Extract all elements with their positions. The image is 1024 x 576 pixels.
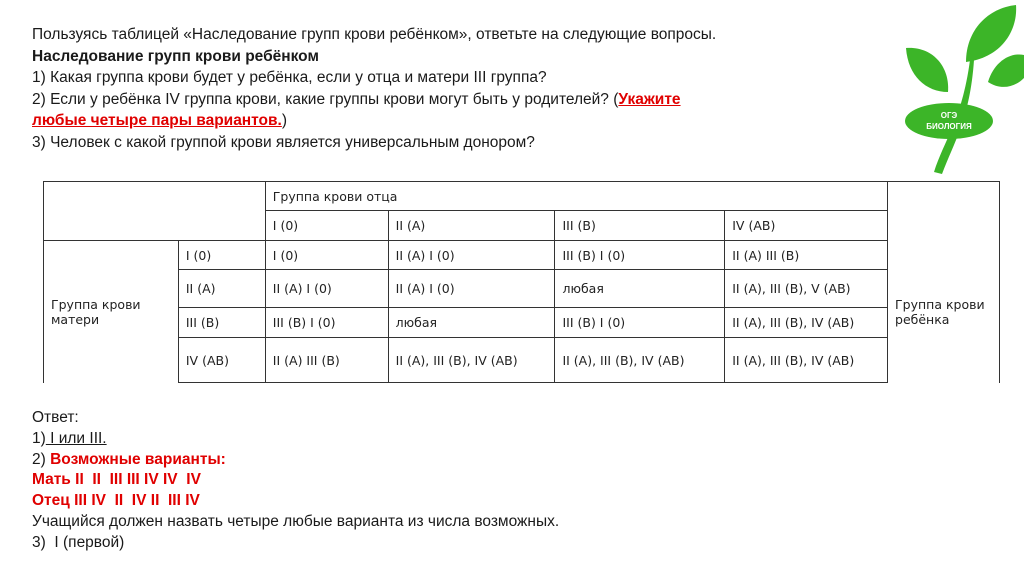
table-cell: II (A), III (B), IV (AB) xyxy=(388,338,555,383)
table-cell: III (B) I (0) xyxy=(555,241,725,270)
q2-highlight-a: Укажите xyxy=(618,90,681,108)
logo-text-biology: БИОЛОГИЯ xyxy=(926,122,972,131)
intro-text: Пользуясь таблицей «Наследование групп крови ребёнком», ответьте на следующие вопросы. xyxy=(32,26,717,43)
answer-heading: Ответ: xyxy=(32,409,79,426)
father-variants: Отец III IV II IV II III IV xyxy=(32,492,200,510)
logo-text-oge: ОГЭ xyxy=(940,111,958,120)
mother-group-4: IV (AB) xyxy=(178,338,265,383)
question-2-line2: любые четыре пары вариантов.) xyxy=(32,112,288,129)
right-top-cell xyxy=(888,182,1000,211)
father-group-2: II (A) xyxy=(388,211,555,241)
answer-block xyxy=(32,408,559,554)
sprout-icon xyxy=(905,5,1024,174)
logo-badge xyxy=(905,103,993,139)
table-cell: II (A) III (B) xyxy=(265,338,388,383)
father-group-1: I (0) xyxy=(265,211,388,241)
table-cell: II (A), III (B), IV (AB) xyxy=(555,338,725,383)
table-cell: II (A), III (B), IV (AB) xyxy=(725,338,888,383)
table-cell: II (A) III (B) xyxy=(725,241,888,270)
table-cell: любая xyxy=(555,270,725,308)
table-cell: II (A) I (0) xyxy=(388,241,555,270)
mother-group-2: II (A) xyxy=(178,270,265,308)
question-3: 3) Человек с какой группой крови является универсальным донором? xyxy=(32,133,535,151)
mother-group-3: III (B) xyxy=(178,308,265,338)
table-cell: любая xyxy=(388,308,555,338)
sprout-leaf-right xyxy=(988,54,1024,86)
corner-cell xyxy=(44,182,266,211)
table-cell: I (0) xyxy=(265,241,388,270)
q2-highlight-b: любые четыре пары вариантов. xyxy=(32,112,282,129)
mother-header: Группа крови матери xyxy=(44,241,179,383)
corner-cell-lower xyxy=(44,211,266,241)
question-1: 1) Какая группа крови будет у ребёнка, если у отца и матери III группа? xyxy=(32,69,547,86)
table-cell: II (A), III (B), V (AB) xyxy=(725,270,888,308)
right-mid-cell xyxy=(888,211,1000,241)
oge-biology-logo xyxy=(900,0,1024,175)
answer-3: 3) I (первой) xyxy=(32,533,125,551)
table-cell: II (A) I (0) xyxy=(265,270,388,308)
mother-group-1: I (0) xyxy=(178,241,265,270)
answer-1: 1) I или III. xyxy=(32,429,107,447)
father-group-3: III (B) xyxy=(555,211,725,241)
table-cell: II (A) I (0) xyxy=(388,270,555,308)
question-2-line1: 2) Если у ребёнка IV группа крови, какие группы крови могут быть у родителей? (Укажите xyxy=(32,90,681,108)
table-cell: II (A), III (B), IV (AB) xyxy=(725,308,888,338)
sprout-leaf-top xyxy=(966,5,1016,62)
father-header: Группа крови отца xyxy=(265,182,887,211)
sprout-leaf-left xyxy=(906,48,948,92)
answer-2: 2) Возможные варианты: xyxy=(32,450,226,468)
table-cell: III (B) I (0) xyxy=(555,308,725,338)
inheritance-table xyxy=(43,181,1000,383)
question-block xyxy=(32,24,892,153)
mother-variants: Мать II II III III IV IV IV xyxy=(32,471,201,489)
father-group-4: IV (AB) xyxy=(725,211,888,241)
answer-note: Учащийся должен назвать четыре любые варианта из числа возможных. xyxy=(32,512,560,530)
table-title: Наследование групп крови ребёнком xyxy=(32,47,319,65)
child-header: Группа крови ребёнка xyxy=(888,241,1000,383)
table-cell: III (B) I (0) xyxy=(265,308,388,338)
